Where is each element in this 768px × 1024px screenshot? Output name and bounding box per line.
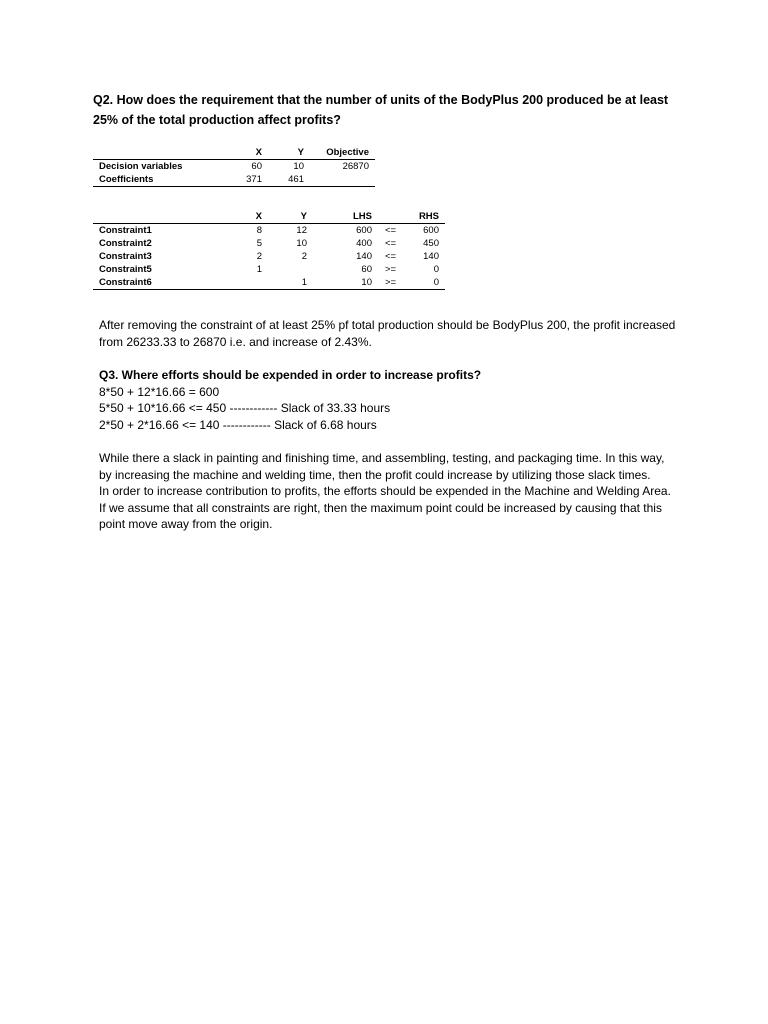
calc-line: 5*50 + 10*16.66 <= 450 ------------ Slack of 33.33 hours [99,401,391,415]
table-row [93,237,445,250]
cell-objective: 26870 [342,161,369,172]
header-x: X [255,147,262,158]
q2-heading: Q2. How does the requirement that the number of units of the BodyPlus 200 produced be at least 25% of the total production affect profits? [93,93,669,127]
cell-rhs: 600 [423,225,439,236]
conclusion-paragraph: While there a slack in painting and finishing time, and assembling, testing, and packaging time. In this way, by increasing the machine and welding time, then the profit could increase by utilizing those slack times. [99,451,665,482]
table-header-row [93,210,445,224]
cell-y: 1 [301,277,307,288]
constraints-table [93,210,445,290]
cell-y [268,263,313,276]
cell-lhs: 10 [361,277,372,288]
header-objective: Objective [326,147,369,158]
cell-x: 371 [246,174,262,185]
cell-x: 1 [256,264,262,275]
cell-op: >= [384,264,397,275]
cell-objective [310,173,375,187]
cell-lhs: 140 [356,251,372,262]
cell-x: 2 [256,251,262,262]
row-label: Constraint2 [99,238,152,249]
cell-rhs: 0 [433,277,439,288]
row-label: Constraint6 [99,277,152,288]
cell-lhs: 600 [356,225,372,236]
table-row [93,173,375,187]
table-row [93,250,445,263]
cell-y: 10 [296,238,307,249]
q2-answer-text: After removing the constraint of at least 25% pf total production should be BodyPlus 200, the profit increased from 26233.33 to 26870 i.e. and increase of 2.43%. [99,318,676,349]
q2-answer [99,317,679,350]
cell-lhs: 400 [356,238,372,249]
header-x: X [255,211,262,222]
calc-line: 8*50 + 12*16.66 = 600 [99,384,220,399]
cell-y: 461 [288,174,304,185]
q3-heading: Q3. Where efforts should be expended in order to increase profits? [99,368,482,382]
row-label: Constraint3 [99,251,152,262]
cell-lhs: 60 [361,264,372,275]
header-lhs: LHS [353,211,372,222]
cell-y: 10 [293,161,304,172]
decision-variables-table [93,146,375,187]
cell-x: 60 [251,161,262,172]
header-cell [93,210,228,224]
row-label: Decision variables [99,161,183,172]
cell-op: <= [384,251,397,262]
q3-section [99,367,679,433]
cell-rhs: 140 [423,251,439,262]
row-label: Constraint1 [99,225,152,236]
cell-y: 2 [301,251,307,262]
header-cell [93,146,228,160]
cell-op: >= [384,277,397,288]
header-op [378,210,403,224]
cell-op: <= [384,225,397,236]
header-y: Y [300,211,307,222]
cell-x [228,276,268,290]
table-header-row [93,146,375,160]
calc-line: 2*50 + 2*16.66 <= 140 ------------ Slack of 6.68 hours [99,417,377,432]
table-row [93,224,445,238]
cell-y: 12 [296,225,307,236]
table-row [93,263,445,276]
table-row [93,160,375,174]
cell-op: <= [384,238,397,249]
header-y: Y [297,147,304,158]
conclusion-paragraph: In order to increase contribution to profits, the efforts should be expended in the Machine and Welding Area. If we assume that all constraints are right, then the maximum point could be increased by causing that this point move away from the origin. [99,484,671,531]
row-label: Constraint5 [99,264,152,275]
table-row [93,276,445,290]
header-rhs: RHS [418,211,439,222]
conclusion-section [99,450,679,533]
cell-rhs: 0 [433,264,439,275]
row-label: Coefficients [99,174,154,185]
cell-rhs: 450 [423,238,439,249]
cell-x: 5 [256,238,262,249]
cell-x: 8 [256,225,262,236]
